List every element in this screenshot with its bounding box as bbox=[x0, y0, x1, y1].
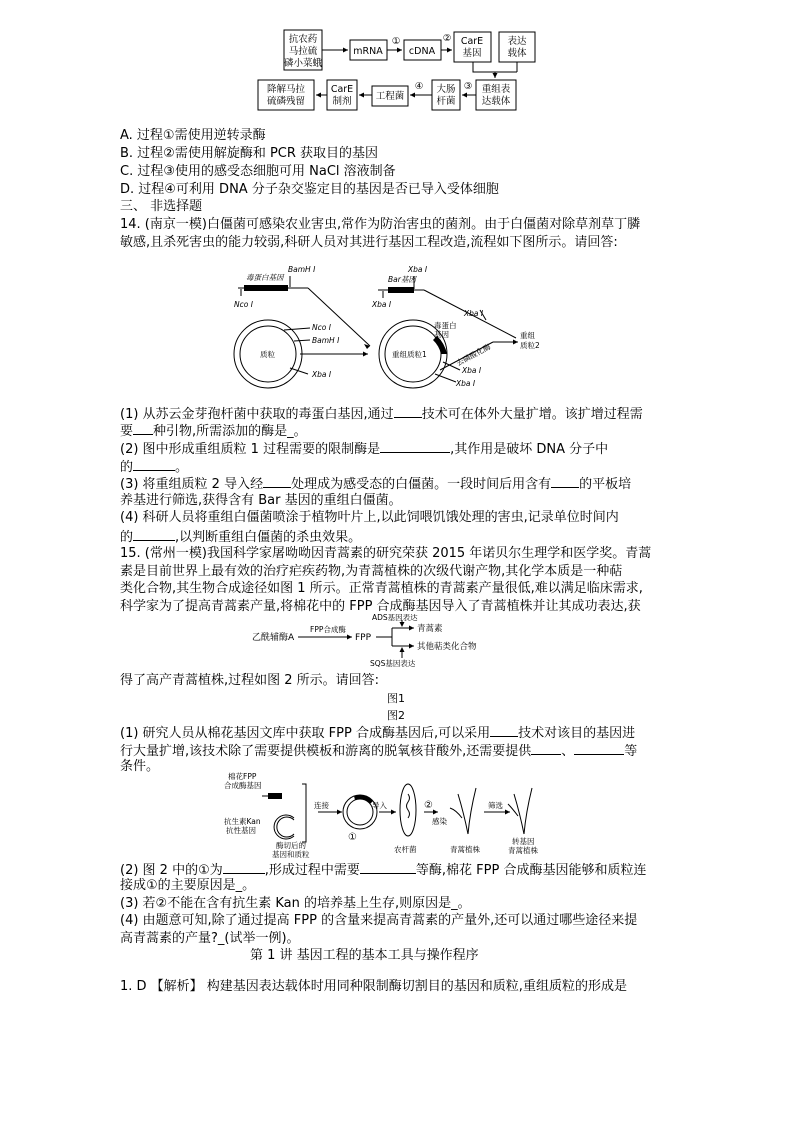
q15-stem-line5: 得了高产青蒿植株,过程如图 2 所示。请回答: bbox=[120, 673, 380, 688]
q15-stem-line1: 15. (常州一模)我国科学家屠呦呦因青蒿素的研究荣获 2015 年诺贝尔生理学和医学奖。青蒿 bbox=[120, 546, 652, 561]
q15-p2a: (2) 图 2 中的①为 bbox=[120, 863, 223, 878]
q15-part1-line2 bbox=[120, 741, 637, 761]
q15-part4-line1: (4) 由题意可知,除了通过提高 FPP 的含量来提高青蒿素的产量外,还可以通过哪些途径来提 bbox=[120, 913, 638, 928]
q15-part2-line2: 接成①的主要原因是_。 bbox=[120, 878, 256, 893]
nco1-label-b: Nco Ⅰ bbox=[312, 323, 331, 332]
q14-part4-line2 bbox=[120, 527, 361, 547]
infect-label: 感染 bbox=[432, 817, 447, 826]
agro-label: 农杆菌 bbox=[394, 845, 417, 854]
step1-marker: ① bbox=[391, 36, 401, 47]
q15-p2c: 等酶,棉花 FPP 合成酶基因能够和质粒连 bbox=[415, 863, 647, 878]
q14-stem-line1: 14. (南京一模)白僵菌可感染农业害虫,常作为防治害虫的菌剂。由于白僵菌对除草剂草丁膦 bbox=[120, 217, 641, 232]
src-line2: 马拉硫 bbox=[288, 46, 318, 57]
answer-blank[interactable] bbox=[490, 723, 518, 737]
q15-figure1-pathway bbox=[252, 614, 542, 668]
cotton-gene-line1: 棉花FPP bbox=[228, 772, 257, 781]
q14-p2d: 。 bbox=[175, 460, 189, 475]
q15-stem-line3: 类化合物,其生物合成途径如图 1 所示。正常青蒿植株的青蒿素产量很低,难以满足临床需求, bbox=[120, 581, 643, 596]
q15-p1a: (1) 研究人员从棉花基因文库中获取 FPP 合成酶基因后,可以采用 bbox=[120, 726, 491, 741]
q14-part3-line1 bbox=[120, 474, 631, 494]
q14-part1-line2 bbox=[120, 421, 307, 441]
xba1-label-c: Xba Ⅰ bbox=[372, 300, 392, 309]
expr-vector-line2: 载体 bbox=[507, 48, 527, 59]
cotton-gene-line2: 合成酶基因 bbox=[224, 781, 262, 790]
figure1-caption: 图1 bbox=[387, 692, 405, 705]
q14-p2b: ,其作用是破坏 DNA 分子中 bbox=[450, 442, 609, 457]
answer-blank[interactable] bbox=[223, 860, 265, 874]
care-flow-diagram bbox=[255, 28, 555, 112]
answer-blank[interactable] bbox=[263, 474, 291, 488]
ecoli-line1: 大肠 bbox=[436, 84, 456, 95]
q15-part1-line3: 条件。 bbox=[120, 759, 160, 774]
answer-blank[interactable] bbox=[360, 860, 416, 874]
cut-line2: 基因和质粒 bbox=[272, 850, 310, 859]
xba1-label-b: Xba Ⅰ bbox=[408, 265, 428, 274]
step3-marker: ③ bbox=[463, 81, 473, 92]
xba1-label-d: Xba Ⅰ bbox=[464, 309, 484, 318]
recomb2-line1: 重组 bbox=[520, 331, 535, 340]
q15-part1-line1 bbox=[120, 723, 635, 743]
xba1-label-a: Xba Ⅰ bbox=[312, 370, 332, 379]
answer-blank[interactable] bbox=[574, 741, 624, 755]
toxin-gene2-line1: 毒蛋白 bbox=[434, 321, 457, 330]
option-b: B. 过程②需使用解旋酶和 PCR 获取目的基因 bbox=[120, 146, 379, 161]
q15-p1b: 技术对该目的基因进 bbox=[518, 726, 636, 741]
q15-p1e: 等 bbox=[624, 744, 638, 759]
q14-p3a: (3) 将重组质粒 2 导入经 bbox=[120, 477, 264, 492]
answer-blank[interactable] bbox=[551, 474, 579, 488]
transgenic-line2: 青蒿植株 bbox=[508, 846, 538, 855]
src-line3: 磷小菜蛾 bbox=[283, 58, 323, 69]
nco1-label-a: Nco Ⅰ bbox=[234, 300, 253, 309]
step2-marker: ② bbox=[442, 33, 452, 44]
q14-p1a: (1) 从苏云金芽孢杆菌中获取的毒蛋白基因,通过 bbox=[120, 407, 394, 422]
transgenic-line1: 转基因 bbox=[512, 837, 535, 846]
dephos-label: 去磷酸化酶 bbox=[454, 342, 493, 368]
care-gene-line1: CarE bbox=[460, 36, 484, 47]
kan-gene-line1: 抗生素Kan bbox=[224, 817, 261, 826]
care-prep-line1: CarE bbox=[330, 84, 354, 95]
q14-stem-line2: 敏感,且杀死害虫的能力较弱,科研人员对其进行基因工程改造,流程如下图所示。请回答: bbox=[120, 235, 618, 250]
sqs-expression-label: SQS基因表达 bbox=[370, 659, 416, 668]
acetyl-coa-label: 乙酰辅酶A bbox=[252, 633, 295, 643]
q15-stem-line4: 科学家为了提高青蒿素产量,将棉花中的 FPP 合成酶基因导入了青蒿植株并让其成功表达,获 bbox=[120, 599, 641, 614]
q14-p4b: 的 bbox=[120, 530, 134, 545]
figure2-caption: 图2 bbox=[387, 709, 405, 722]
answer-blank[interactable] bbox=[133, 421, 153, 435]
q15-part3: (3) 若②不能在含有抗生素 Kan 的培养基上生存,则原因是_。 bbox=[120, 896, 471, 911]
mrna-label: mRNA bbox=[353, 46, 383, 57]
step4-marker: ④ bbox=[414, 81, 424, 92]
care-prep-line2: 制剂 bbox=[332, 96, 352, 107]
terpenoid-label: 其他萜类化合物 bbox=[417, 642, 477, 652]
import-label: 导入 bbox=[372, 801, 387, 810]
cdna-label: cDNA bbox=[408, 46, 436, 57]
artemisinin-label: 青蒿素 bbox=[417, 624, 443, 634]
answer-blank[interactable] bbox=[133, 527, 175, 541]
bar-gene-label: Bar基因 bbox=[388, 275, 416, 284]
src-line1: 抗农药 bbox=[288, 34, 318, 45]
q15-part4-line2: 高青蒿素的产量?_(试举一例)。 bbox=[120, 931, 300, 946]
recomb1-label: 重组质粒1 bbox=[392, 350, 427, 359]
q15-p2b: ,形成过程中需要 bbox=[264, 863, 360, 878]
q14-part2-line1 bbox=[120, 439, 608, 459]
q14-p3c: 的平板培 bbox=[579, 477, 632, 492]
bamh1-label-b: BamH Ⅰ bbox=[312, 336, 340, 345]
fpp-label: FPP bbox=[355, 633, 372, 643]
bamh1-label-a: BamH Ⅰ bbox=[288, 265, 316, 274]
fpp-enzyme-label: FPP合成酶 bbox=[310, 625, 346, 634]
expr-vector-line1: 表达 bbox=[507, 36, 527, 47]
q14-p1c: 要 bbox=[120, 424, 134, 439]
q14-p4c: ,以判断重组白僵菌的杀虫效果。 bbox=[175, 530, 362, 545]
recomb-vector-line1: 重组表 bbox=[481, 84, 511, 95]
answer-blank[interactable] bbox=[133, 457, 175, 471]
q14-p3b: 处理成为感受态的白僵菌。一段时间后用含有 bbox=[291, 477, 552, 492]
q14-p1d: 种引物,所需添加的酶是_。 bbox=[153, 424, 307, 439]
care-gene-line2: 基因 bbox=[462, 48, 482, 59]
kan-gene-line2: 抗性基因 bbox=[226, 826, 256, 835]
ads-expression-label: ADS基因表达 bbox=[372, 614, 418, 622]
fig2-step2-marker: ② bbox=[424, 800, 433, 811]
ecoli-line2: 杆菌 bbox=[436, 96, 456, 107]
answer-blank[interactable] bbox=[380, 439, 450, 453]
option-c: C. 过程③使用的感受态细胞可用 NaCl 溶液制备 bbox=[120, 164, 396, 179]
q14-part4-line1: (4) 科研人员将重组白僵菌喷涂于植物叶片上,以此饲喂饥饿处理的害虫,记录单位时间内 bbox=[120, 510, 619, 525]
section-heading: 三、 非选择题 bbox=[120, 199, 203, 214]
connect-label: 连接 bbox=[314, 801, 329, 810]
option-d: D. 过程④可利用 DNA 分子杂交鉴定目的基因是否已导入受体细胞 bbox=[120, 182, 499, 197]
option-a: A. 过程①需使用逆转录酶 bbox=[120, 128, 266, 143]
answer-item-1: 1. D 【解析】 构建基因表达载体时用同种限制酶切割目的基因和质粒,重组质粒的形成是 bbox=[120, 979, 627, 994]
select-label: 筛选 bbox=[488, 801, 503, 810]
degrade-line2: 硫磷残留 bbox=[266, 96, 306, 107]
degrade-line1: 降解马拉 bbox=[266, 84, 306, 95]
xba1-label-e: Xba Ⅰ bbox=[462, 366, 482, 375]
toxin-gene-label: 毒蛋白基因 bbox=[246, 273, 284, 282]
q15-p1c: 行大量扩增,该技术除了需要提供模板和游离的脱氧核苷酸外,还需要提供 bbox=[120, 744, 532, 759]
toxin-gene2-line2: 基因 bbox=[434, 330, 449, 339]
q15-p1d: 、 bbox=[561, 744, 575, 759]
plant-label: 青蒿植株 bbox=[450, 845, 480, 854]
q15-stem-line2: 素是目前世界上最有效的治疗疟疾药物,为青蒿植株的次级代谢产物,其化学本质是一种萜 bbox=[120, 564, 623, 579]
answer-blank[interactable] bbox=[531, 741, 561, 755]
fig2-step1-marker: ① bbox=[348, 832, 357, 843]
recomb2-line2: 质粒2 bbox=[520, 341, 540, 350]
xba1-label-f: Xba Ⅰ bbox=[456, 379, 476, 388]
answer-section-title: 第 1 讲 基因工程的基本工具与操作程序 bbox=[250, 948, 479, 963]
eng-bac-label: 工程菌 bbox=[375, 91, 405, 102]
plasmid-label: 质粒 bbox=[260, 350, 275, 359]
q14-p2a: (2) 图中形成重组质粒 1 过程需要的限制酶是 bbox=[120, 442, 381, 457]
q14-p1b: 技术可在体外大量扩增。该扩增过程需 bbox=[421, 407, 643, 422]
q14-part3-line2: 养基进行筛选,获得含有 Bar 基因的重组白僵菌。 bbox=[120, 493, 402, 508]
q14-p2c: 的 bbox=[120, 460, 134, 475]
answer-blank[interactable] bbox=[394, 404, 422, 418]
cut-line1: 酶切后的 bbox=[276, 841, 306, 850]
q14-plasmid-diagram bbox=[228, 258, 558, 398]
recomb-vector-line2: 达载体 bbox=[481, 96, 511, 107]
q15-figure2-process bbox=[224, 772, 564, 860]
